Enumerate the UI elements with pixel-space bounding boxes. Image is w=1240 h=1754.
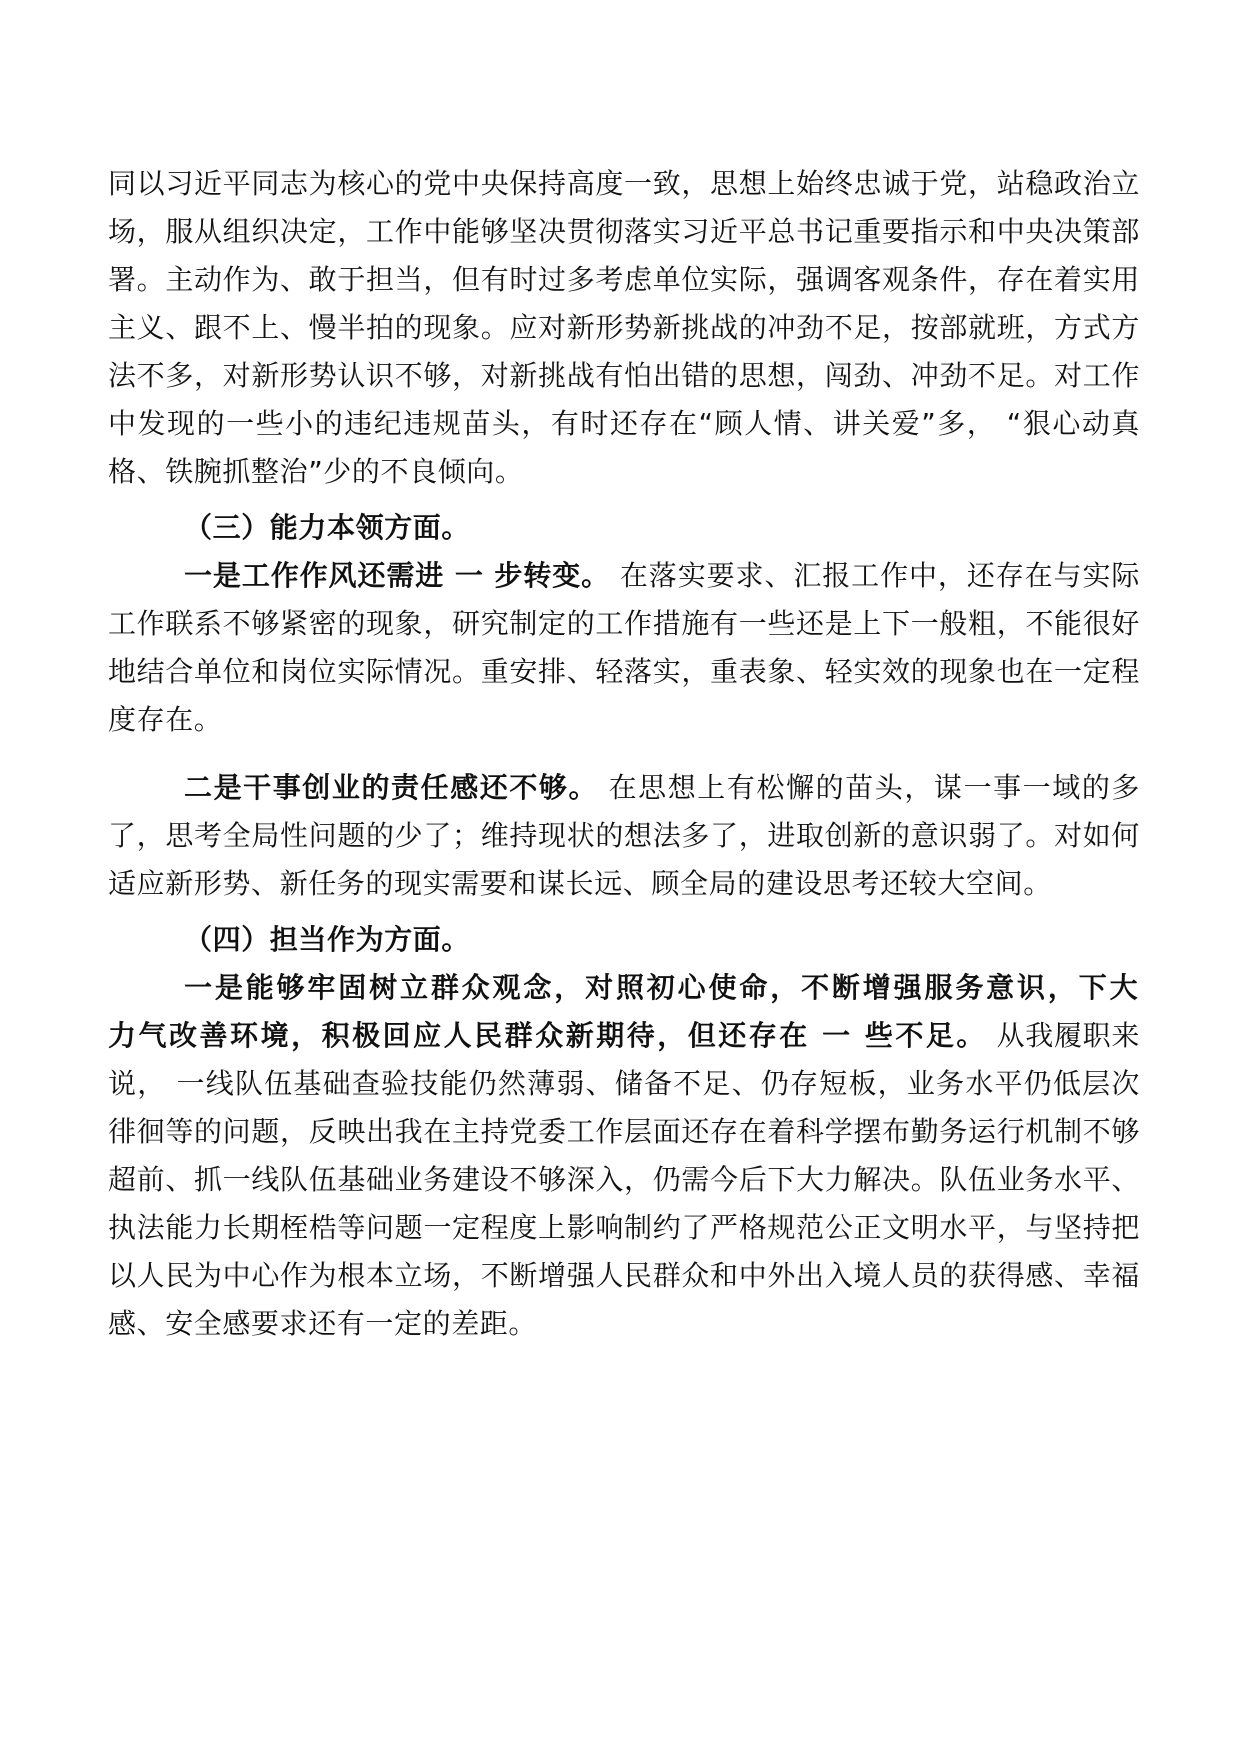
paragraph-mass-concept — [108, 964, 1140, 1348]
paragraph-lead-mass-concept: 一是能够牢固树立群众观念，对照初心使命，不断增强服务意识，下大力气改善环境，积极回应人民群众新期待，但还存在 一 些不足。 — [108, 971, 1140, 1052]
paragraph-lead-work-style: 一是工作作风还需进 一 步转变。 — [184, 559, 611, 592]
paragraph-work-style — [108, 552, 1140, 744]
paragraph-political-stance: 同以习近平同志为核心的党中央保持高度一致，思想上始终忠诚于党，站稳政治立场，服从组织决定，工作中能够坚决贯彻落实习近平总书记重要指示和中央决策部署。主动作为、敢于担当，但有时过多考虑单位实际，强调客观条件，存在着实用主义、跟不上、慢半拍的现象。应对新形势新挑战的冲劲不足，按部就班，方式方法不多，对新形势认识不够，对新挑战有怕出错的思想，闯劲、冲劲不足。对工作中发现的一些小的违纪违规苗头，有时还存在“顾人情、讲关爱”多， “狠心动真格、铁腕抓整治”少的不良倾向。 — [108, 167, 1140, 488]
paragraph-lead-responsibility: 二是干事创业的责任感还不够。 — [184, 771, 599, 804]
paragraph-body-work-style: 在落实要求、汇报工作中，还存在与实际工作联系不够紧密的现象，研究制定的工作措施有一些还是上下一般粗，不能很好地结合单位和岗位实际情况。重安排、轻落实，重表象、轻实效的现象也在一定程度存在。 — [108, 559, 1140, 736]
document-body — [108, 160, 1140, 1348]
section-heading-responsibility-action: （四）担当作为方面。 — [184, 923, 471, 956]
paragraph-body-mass-concept: 从我履职来说， 一线队伍基础查验技能仍然薄弱、储备不足、仍存短板，业务水平仍低层次徘徊等的问题，反映出我在主持党委工作层面还存在着科学摆布勤务运行机制不够超前、抓一线队伍基础业务建设不够深入，仍需今后下大力解决。队伍业务水平、执法能力长期桎梏等问题一定程度上影响制约了严格规范公正文明水平，与坚持把以人民为中心作为根本立场，不断增强人民群众和中外出入境人员的获得感、幸福感、安全感要求还有一定的差距。 — [108, 1019, 1140, 1340]
section-heading-ability: （三）能力本领方面。 — [184, 511, 471, 544]
paragraph-responsibility — [108, 764, 1140, 908]
paragraph-body-responsibility: 在思想上有松懈的苗头，谋一事一域的多了，思考全局性问题的少了；维持现状的想法多了，进取创新的意识弱了。对如何适应新形势、新任务的现实需要和谋长远、顾全局的建设思考还较大空间。 — [108, 771, 1140, 900]
